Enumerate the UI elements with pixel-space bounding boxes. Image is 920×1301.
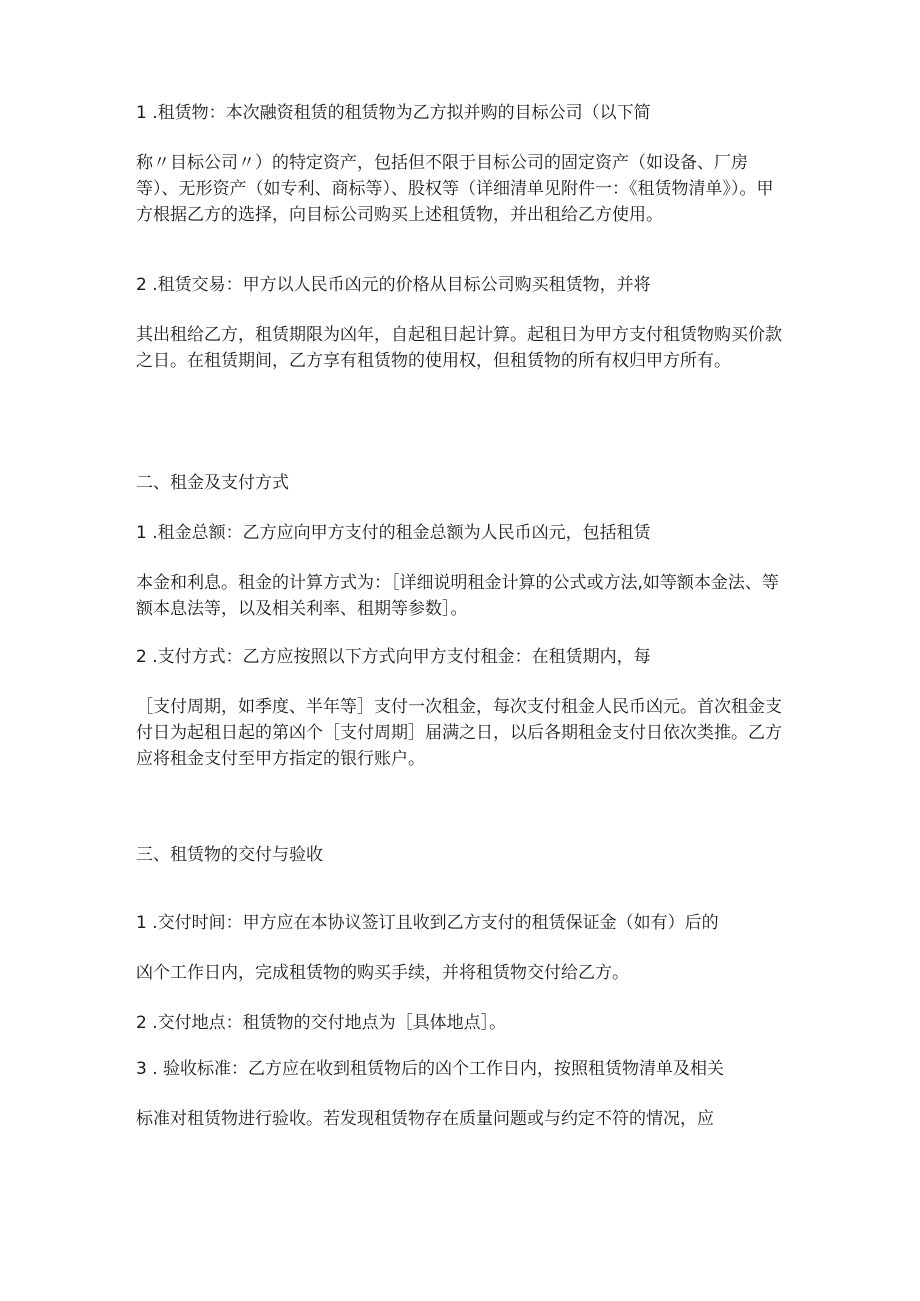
section3-item3-continuation: 标准对租赁物进行验收。若发现租赁物存在质量问题或与约定不符的情况，应 xyxy=(136,1109,714,1129)
section3-item2-line: 2 .交付地点：租赁物的交付地点为［具体地点］。 xyxy=(136,1013,507,1033)
section2-item1-continuation: 本金和利息。租金的计算方式为：［详细说明租金计算的公式或方法,如等额本金法、等额本息法等，以及相关利率、租期等参数］。 xyxy=(136,573,779,619)
section2-heading: 二、租金及支付方式 xyxy=(136,473,289,493)
section1-item1-first-line: 1 .租赁物：本次融资租赁的租赁物为乙方拟并购的目标公司（以下简 xyxy=(136,103,651,123)
section1-item2-continuation: 其出租给乙方，租赁期限为凶年，自起租日起计算。起租日为甲方支付租赁物购买价款之日。在租赁期间，乙方享有租赁物的使用权，但租赁物的所有权归甲方所有。 xyxy=(136,325,782,371)
section2-item2-first-line: 2 .支付方式：乙方应按照以下方式向甲方支付租金：在租赁期内，每 xyxy=(136,647,651,667)
section1-item1-continuation: 称〃目标公司〃）的特定资产，包括但不限于目标公司的固定资产（如设备、厂房等）、无形资产（如专利、商标等）、股权等（详细清单见附件一：《租赁物清单》）。甲方根据乙方的选择，向目标公司购买上述租赁物，并出租给乙方使用。 xyxy=(136,153,774,225)
section1-item2-first-line: 2 .租赁交易：甲方以人民币凶元的价格从目标公司购买租赁物，并将 xyxy=(136,275,651,295)
section3-heading: 三、租赁物的交付与验收 xyxy=(136,845,323,865)
section2-item1-first-line: 1 .租金总额：乙方应向甲方支付的租金总额为人民币凶元，包括租赁 xyxy=(136,523,651,543)
section3-item1-continuation: 凶个工作日内，完成租赁物的购买手续，并将租赁物交付给乙方。 xyxy=(136,963,629,983)
section2-item2-continuation: ［支付周期，如季度、半年等］支付一次租金，每次支付租金人民币凶元。首次租金支付日为起租日起的第凶个［支付周期］届满之日，以后各期租金支付日依次类推。乙方应将租金支付至甲方指定的银行账户。 xyxy=(136,697,782,769)
section3-item3-first-line: 3 . 验收标准：乙方应在收到租赁物后的凶个工作日内，按照租赁物清单及相关 xyxy=(136,1059,725,1079)
section3-item1-first-line: 1 .交付时间：甲方应在本协议签订且收到乙方支付的租赁保证金（如有）后的 xyxy=(136,913,719,933)
